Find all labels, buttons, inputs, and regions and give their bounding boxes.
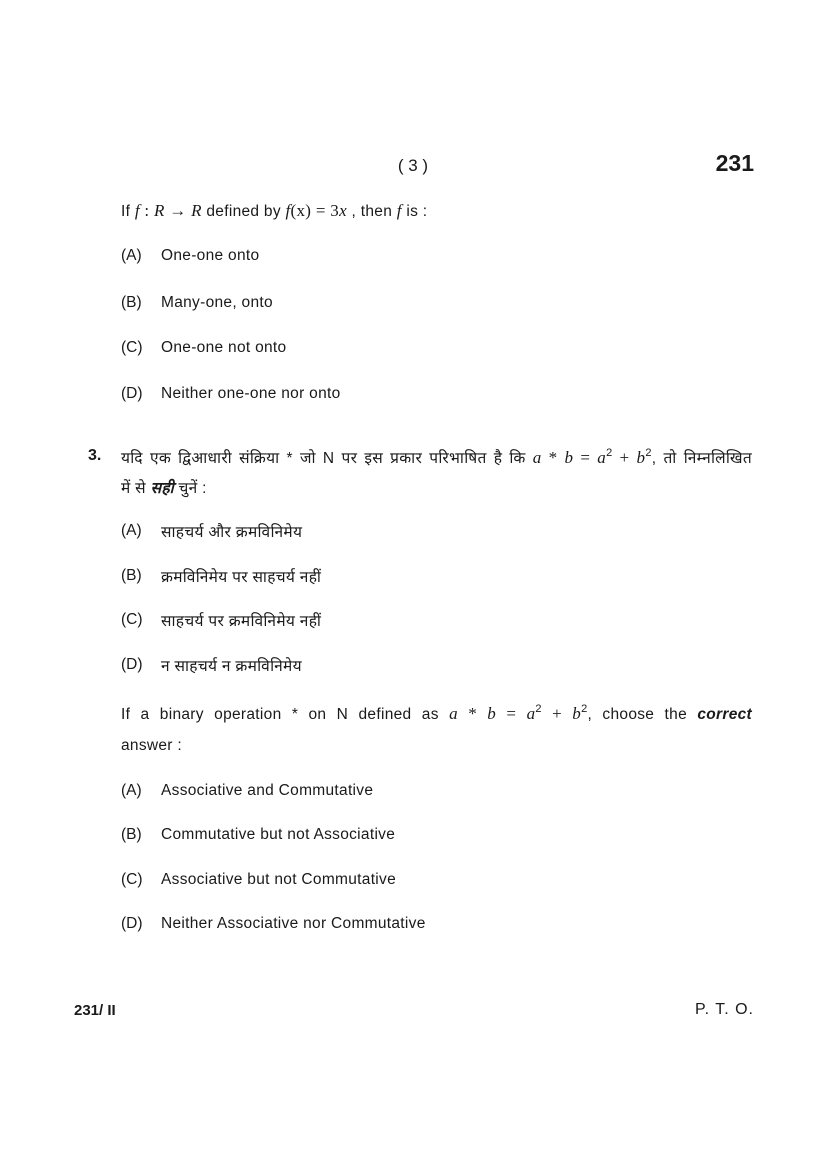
q3-english-stem-line1	[121, 704, 752, 724]
math-f: f	[285, 201, 291, 220]
footer-pto: P. T. O.	[695, 1001, 754, 1018]
math-exponent: 2	[581, 703, 588, 715]
option-label: (A)	[121, 522, 142, 539]
option-text: One-one not onto	[161, 339, 287, 356]
option-label: (C)	[121, 611, 143, 628]
stem-text: , then	[346, 203, 397, 220]
stem-text: If	[121, 203, 135, 220]
footer-paper-code: 231/ II	[74, 1002, 116, 1019]
math-f: f	[396, 201, 402, 220]
option-label: (D)	[121, 385, 143, 402]
math-star: *	[541, 448, 565, 467]
option-label: (C)	[121, 339, 143, 356]
option-text: क्रमविनिमेय पर साहचर्य नहीं	[161, 569, 322, 586]
stem-text: , तो निम्नलिखित	[651, 450, 753, 467]
math-plus: +	[541, 704, 573, 723]
option-text: साहचर्य और क्रमविनिमेय	[161, 524, 303, 541]
option-text: Associative but not Commutative	[161, 871, 397, 888]
math-colon: :	[139, 201, 154, 220]
math-plus: +	[612, 448, 637, 467]
math-star: *	[457, 704, 488, 723]
q3-hindi-stem-line1	[121, 446, 752, 468]
option-label: (B)	[121, 567, 142, 584]
page-number: ( 3 )	[397, 156, 429, 175]
math-R: R	[153, 201, 165, 220]
math-b: b	[564, 448, 574, 467]
option-label: (D)	[121, 915, 143, 932]
option-text: साहचर्य पर क्रमविनिमेय नहीं	[161, 613, 322, 630]
stem-text: चुनें :	[173, 480, 207, 497]
option-label: (D)	[121, 656, 143, 673]
math-a: a	[532, 448, 542, 467]
option-label: (A)	[121, 782, 142, 799]
emphasis-text: सही	[150, 480, 174, 497]
math-x: x	[339, 201, 347, 220]
option-text: Commutative but not Associative	[161, 826, 396, 843]
stem-text: यदि एक द्विआधारी संक्रिया * जो N पर इस प्रकार परिभाषित है कि	[121, 450, 526, 467]
math-R: R	[191, 201, 202, 220]
math-exponent: 2	[606, 447, 613, 459]
math-a: a	[449, 704, 458, 723]
option-label: (B)	[121, 826, 142, 843]
stem-text: defined by	[201, 203, 286, 220]
option-label: (A)	[121, 247, 142, 264]
math-exponent: 2	[535, 703, 542, 715]
stem-text: में से	[121, 480, 151, 497]
option-label: (B)	[121, 294, 142, 311]
math-f: f	[134, 201, 140, 220]
math-a: a	[597, 448, 607, 467]
option-text: Associative and Commutative	[161, 782, 374, 799]
option-text: One-one onto	[161, 247, 260, 264]
q3-english-stem-line2: answer :	[121, 737, 182, 754]
math-equals: =	[573, 448, 598, 467]
math-b: b	[487, 704, 497, 723]
option-text: न साहचर्य न क्रमविनिमेय	[161, 658, 302, 675]
option-text: Neither Associative nor Commutative	[161, 915, 426, 932]
question-number: 3.	[88, 447, 102, 464]
option-text: Neither one-one nor onto	[161, 385, 341, 402]
math-exponent: 2	[645, 447, 652, 459]
math-a: a	[526, 704, 536, 723]
math-b: b	[636, 448, 646, 467]
stem-text: is :	[401, 203, 428, 220]
math-arrow: →	[164, 201, 192, 220]
option-text: Many-one, onto	[161, 294, 273, 311]
paper-code: 231	[715, 150, 754, 176]
math-x-paren: (x)	[290, 201, 312, 220]
math-equals: =	[496, 704, 527, 723]
math-b: b	[572, 704, 582, 723]
math-equals-3: = 3	[311, 201, 340, 220]
q3-hindi-stem-line2	[121, 476, 207, 498]
stem-text: If a binary operation * on N defined as	[121, 706, 450, 723]
q2-english-stem	[121, 201, 427, 221]
stem-text: , choose the	[587, 706, 698, 723]
emphasis-text: correct	[697, 706, 752, 723]
option-label: (C)	[121, 871, 143, 888]
